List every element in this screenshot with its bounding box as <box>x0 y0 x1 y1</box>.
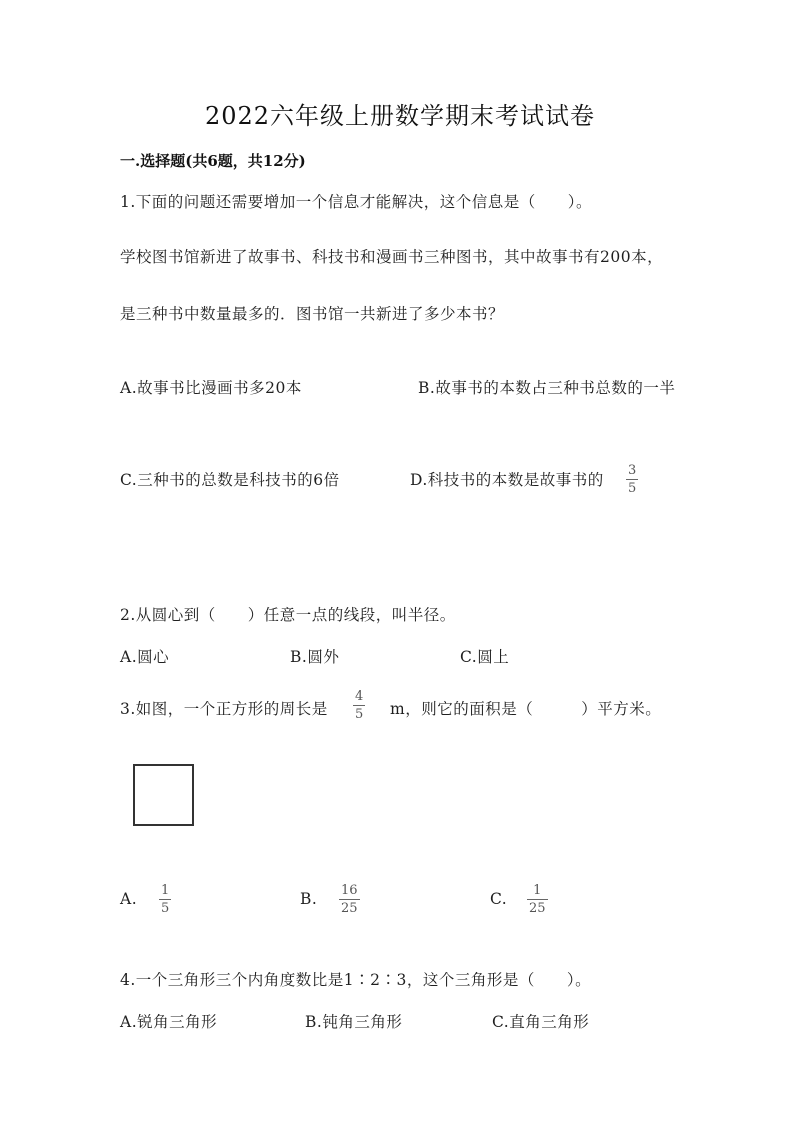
q1-option-a: A.故事书比漫画书多20本 <box>120 379 302 397</box>
fraction-denominator: 25 <box>341 901 358 916</box>
fraction-numerator: 3 <box>628 463 637 478</box>
q4-option-c: C.直角三角形 <box>492 1013 590 1031</box>
q1-option-d: D.科技书的本数是故事书的 <box>410 471 604 489</box>
q3-option-a-label: A. <box>120 890 138 908</box>
q1-option-d-fraction <box>626 464 638 495</box>
q3-stem-part2: m，则它的面积是（ ）平方米。 <box>390 700 662 718</box>
q1-option-c: C.三种书的总数是科技书的6倍 <box>120 471 340 489</box>
fraction-denominator: 5 <box>628 481 637 496</box>
q1-context-line2: 是三种书中数量最多的．图书馆一共新进了多少本书？ <box>120 305 505 323</box>
q3-option-c-label: C. <box>490 890 508 908</box>
q2-option-a: A.圆心 <box>120 648 170 666</box>
fraction-denominator: 5 <box>355 707 364 722</box>
q4-option-a: A.锐角三角形 <box>120 1013 218 1031</box>
q3-option-b-label: B. <box>300 890 318 908</box>
section-heading: 一.选择题(共6题，共12分) <box>120 152 306 170</box>
q2-option-b: B.圆外 <box>290 648 340 666</box>
q1-context-line1: 学校图书馆新进了故事书、科技书和漫画书三种图书，其中故事书有200本， <box>120 248 664 266</box>
q3-option-a-fraction <box>159 884 171 915</box>
fraction-denominator: 5 <box>161 901 170 916</box>
square-figure <box>133 764 194 826</box>
q1-stem: 1.下面的问题还需要增加一个信息才能解决，这个信息是（ ）。 <box>120 193 593 211</box>
q4-stem: 4.一个三角形三个内角度数比是1∶2∶3，这个三角形是（ ）。 <box>120 971 592 989</box>
q3-option-c-fraction <box>527 884 548 915</box>
q4-option-b: B.钝角三角形 <box>305 1013 403 1031</box>
fraction-numerator: 1 <box>161 883 170 898</box>
q3-option-b-fraction <box>339 884 360 915</box>
q1-option-b: B.故事书的本数占三种书总数的一半 <box>418 379 676 397</box>
fraction-numerator: 4 <box>355 689 364 704</box>
fraction-denominator: 25 <box>529 901 546 916</box>
fraction-numerator: 1 <box>533 883 542 898</box>
q3-stem-part1: 3.如图，一个正方形的周长是 <box>120 700 328 718</box>
q2-stem: 2.从圆心到（ ）任意一点的线段，叫半径。 <box>120 606 456 624</box>
q3-stem-fraction <box>353 690 365 721</box>
page-title: 2022六年级上册数学期末考试试卷 <box>204 102 596 130</box>
fraction-numerator: 16 <box>341 883 358 898</box>
q2-option-c: C.圆上 <box>460 648 510 666</box>
